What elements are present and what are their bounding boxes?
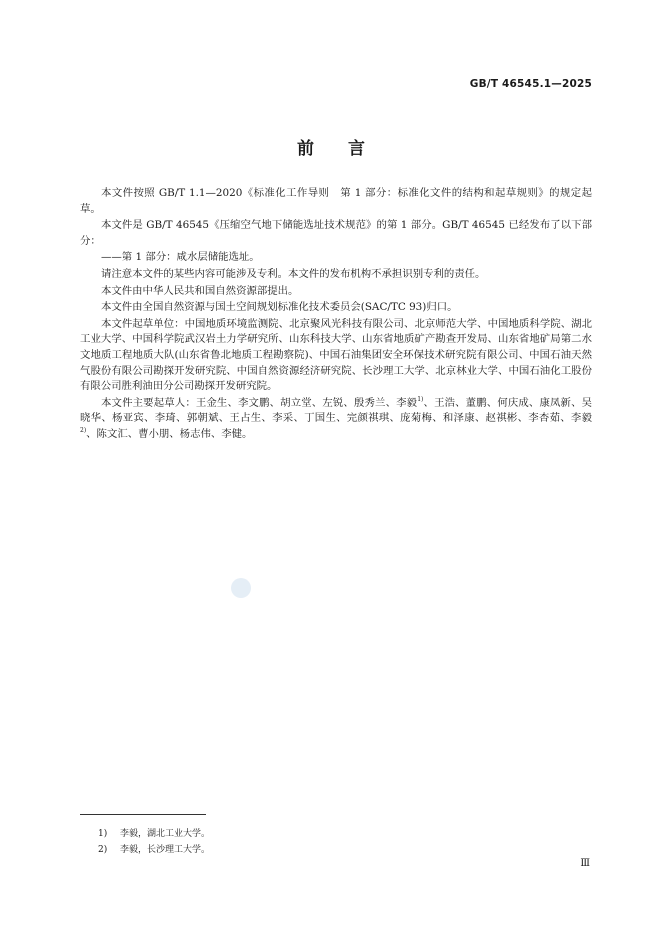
paragraph-document-part: 本文件是 GB/T 46545《压缩空气地下储能选址技术规范》的第 1 部分。GB/T 46545 已经发布了以下部分：: [80, 219, 592, 247]
paragraph-committee: 本文件由全国自然资源与国土空间规划标准化技术委员会(SAC/TC 93)归口。: [101, 301, 458, 314]
paragraph-drafters: [80, 396, 592, 443]
drafters-text-2: 、王浩、董鹏、何庆成、康凤新、吴晓华、杨亚宾、李琦、郭朝斌、王占生、李采、丁国生、完颜祺琪、庞菊梅、和泽康、赵祺彬、李杏茹、李毅: [80, 396, 593, 425]
paragraph-proposer: 本文件由中华人民共和国自然资源部提出。: [101, 284, 299, 297]
footnotes: [98, 826, 210, 858]
paragraph-patent-notice: 请注意本文件的某些内容可能涉及专利。本文件的发布机构不承担识别专利的责任。: [101, 267, 486, 280]
footnote-ref-2: 2): [80, 426, 87, 434]
standard-number: GB/T 46545.1—2025: [469, 78, 592, 90]
footnote-2-mark: 2): [98, 845, 108, 855]
drafters-text-3: 、陈文汇、曹小朋、杨志伟、李健。: [86, 427, 253, 440]
paragraph-drafting-rules: 本文件按照 GB/T 1.1—2020《标准化工作导则 第 1 部分：标准化文件的结构和起草规则》的规定起草。: [80, 187, 592, 215]
paragraph-drafting-units: 本文件起草单位：中国地质环境监测院、北京聚风光科技有限公司、北京师范大学、中国地质科学院、湖北工业大学、中国科学院武汉岩土力学研究所、山东科技大学、山东省地质矿产勘查开发局、山东省地矿局第二水文地质工程地质大队(山东省鲁北地质工程勘察院)、中国石油集团安全环保技术研究院有限公司、中国石油天然气股份有限公司勘探开发研究院、中国自然资源经济研究院、长沙理工大学、北京林业大学、中国石油化工股份有限公司胜利油田分公司勘探开发研究院。: [80, 317, 592, 393]
footnote-1-text: 李毅，湖北工业大学。: [120, 829, 211, 839]
foreword-body: [80, 186, 592, 444]
drafters-text-1: 本文件主要起草人：王金生、李文鹏、胡立堂、左锐、殷秀兰、李毅: [101, 396, 418, 409]
page-title: 前言: [297, 139, 399, 159]
footnote-2-text: 李毅，长沙理工大学。: [120, 845, 211, 855]
footnote-2: [98, 842, 210, 858]
footnote-divider: [80, 814, 206, 815]
footnote-1-mark: 1): [98, 829, 108, 839]
footnote-ref-1: 1): [417, 395, 424, 403]
watermark-logo-icon: [231, 578, 251, 598]
footnote-1: [98, 826, 210, 842]
page-number: Ⅲ: [580, 858, 590, 869]
list-item-part-1: ——第 1 部分：咸水层储能选址。: [101, 251, 260, 264]
